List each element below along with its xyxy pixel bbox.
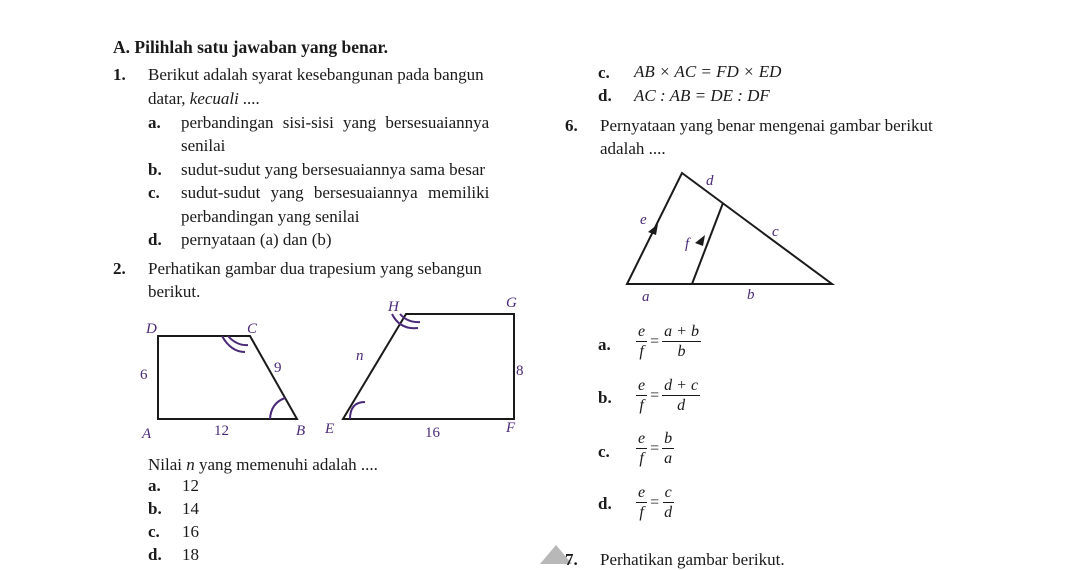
q1-option-c-text2: perbandingan yang senilai	[181, 207, 360, 226]
q6-option-c-fraction: $\frac{e}{f}$ = $\frac{b}{a}$	[638, 430, 673, 467]
label-9: 9	[274, 360, 282, 376]
label-d: d	[706, 173, 714, 189]
label-F: F	[506, 420, 516, 436]
label-c: c	[772, 224, 779, 240]
q1-option-b-text: sudut-sudut yang bersesuaiannya sama besar	[181, 160, 486, 179]
q2-option-a-value: 12	[182, 476, 199, 495]
label-C: C	[247, 321, 258, 337]
q7-text: Perhatikan gambar berikut.	[600, 550, 785, 569]
label-a: a	[642, 289, 650, 305]
q6-option-d-key: d.	[598, 494, 612, 513]
q1-option-a-key: a.	[148, 113, 161, 132]
label-A: A	[142, 426, 152, 442]
q2-option-d-value: 18	[182, 545, 199, 564]
section-title: A. Pilihlah satu jawaban yang benar.	[113, 37, 389, 57]
q1-option-a-text2: senilai	[181, 136, 226, 155]
q6-option-a-fraction: $\frac{e}{f}$ = $\frac{a + b}{b}$	[638, 323, 699, 360]
q6-option-b-key: b.	[598, 388, 612, 407]
q1-line1: Berikut adalah syarat kesebangunan pada bangun	[148, 65, 484, 84]
label-e: e	[640, 212, 647, 228]
q6-option-d-fraction: $\frac{e}{f}$ = $\frac{c}{d}$	[638, 484, 673, 521]
q2-line2: berikut.	[148, 282, 201, 301]
q5-option-d-key: d.	[598, 86, 612, 105]
q5-option-c-key: c.	[598, 63, 610, 82]
q1-number: 1.	[113, 65, 126, 84]
q5-option-c-text: AB × AC = FD × ED	[634, 62, 782, 81]
label-6: 6	[140, 367, 148, 383]
q6-option-c-key: c.	[598, 442, 610, 461]
q6-option-a-key: a.	[598, 335, 611, 354]
q5-option-d-text: AC : AB = DE : DF	[634, 86, 770, 105]
label-E: E	[325, 421, 335, 437]
q1-option-d-text: pernyataan (a) dan (b)	[181, 230, 332, 249]
q2-option-b-key: b.	[148, 499, 162, 518]
label-H: H	[388, 299, 399, 315]
parallel-arrows	[648, 224, 705, 246]
label-f: f	[685, 236, 690, 252]
q1-line2: datar, kecuali ....	[148, 89, 261, 108]
label-B: B	[296, 423, 306, 439]
q2-prompt: Nilai n yang memenuhi adalah ....	[148, 455, 378, 474]
q6-line2: adalah ....	[600, 139, 666, 158]
q6-option-b-fraction: $\frac{e}{f}$ = $\frac{d + c}{d}$	[638, 377, 699, 414]
q2-option-b-value: 14	[182, 499, 199, 518]
q6-line1: Pernyataan yang benar mengenai gambar berikut	[600, 116, 933, 135]
q1-option-b-key: b.	[148, 160, 162, 179]
label-12: 12	[214, 423, 229, 439]
q6-number: 6.	[565, 116, 578, 135]
label-n: n	[356, 348, 364, 364]
q2-option-a-key: a.	[148, 476, 161, 495]
q1-option-c-text: sudut-sudut yang bersesuaiannya memiliki	[181, 183, 490, 202]
q7-number: 7.	[565, 550, 578, 569]
q1-option-a-text: perbandingan sisi-sisi yang bersesuaiannya	[181, 113, 490, 132]
q1-option-d-key: d.	[148, 230, 162, 249]
small-trapezium	[158, 336, 297, 419]
large-trapezium	[343, 314, 514, 419]
q2-number: 2.	[113, 259, 126, 278]
q1-option-c-key: c.	[148, 183, 160, 202]
label-G: G	[506, 295, 517, 311]
q2-option-d-key: d.	[148, 545, 162, 564]
q2-option-c-key: c.	[148, 522, 160, 541]
label-8: 8	[516, 363, 524, 379]
triangle-figure	[627, 173, 832, 284]
label-16: 16	[425, 425, 440, 441]
label-b: b	[747, 287, 755, 303]
q2-line1: Perhatikan gambar dua trapesium yang sebangun	[148, 259, 482, 278]
label-D: D	[146, 321, 157, 337]
q2-option-c-value: 16	[182, 522, 199, 541]
